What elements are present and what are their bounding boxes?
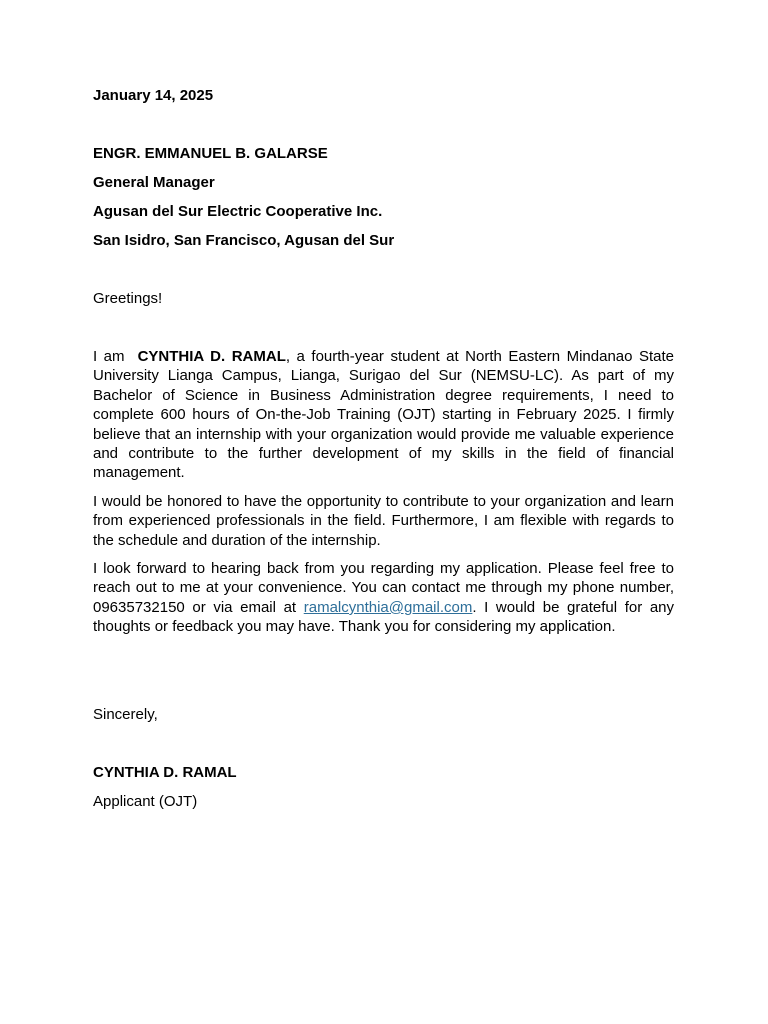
body-paragraph-1 (93, 347, 674, 483)
letter-date: January 14, 2025 (93, 87, 214, 104)
recipient-title: General Manager (93, 174, 215, 191)
recipient-organization: Agusan del Sur Electric Cooperative Inc. (93, 203, 383, 220)
greeting: Greetings! (93, 290, 163, 307)
letter-page (93, 86, 674, 811)
paragraph-3-text-before: I look forward to hearing back from you regarding my application. Please feel free to reach out to me at your convenience. You can contact me through my phone number, 09635732150 or via email at (93, 560, 674, 616)
paragraph-3-text-after: . I would be grateful for any thoughts or feedback you may have. Thank you for considering my application. (93, 598, 674, 636)
body-paragraph-3 (93, 559, 674, 637)
closing: Sincerely, (93, 705, 158, 723)
recipient-name: ENGR. EMMANUEL B. GALARSE (93, 145, 328, 162)
signature-name: CYNTHIA D. RAMAL (93, 763, 237, 781)
paragraph-1-text: , a fourth-year student at North Eastern Mindanao State University Lianga Campus, Lianga, Surigao del Sur (NEMSU-LC). As part of my Bachelor of Science in Business Administration degree requirements, I need to complete 600 hours of On-the-Job Training (OJT) starting in February 2025. I firmly believe that an internship with your organization would provide me valuable experience and contribute to the further development of my skills in the field of financial management. (93, 348, 675, 482)
recipient-address: San Isidro, San Francisco, Agusan del Sur (93, 232, 395, 249)
applicant-name-inline: CYNTHIA D. RAMAL (137, 348, 286, 365)
email-link[interactable]: ramalcynthia@gmail.com (303, 598, 473, 616)
body-paragraph-2: I would be honored to have the opportunity to contribute to your organization and learn from experienced professionals in the field. Furthermore, I am flexible with regards to the schedule and duration of the internship. (93, 492, 674, 549)
signature-role: Applicant (OJT) (93, 792, 198, 810)
paragraph-1-lead: I am (93, 348, 132, 365)
